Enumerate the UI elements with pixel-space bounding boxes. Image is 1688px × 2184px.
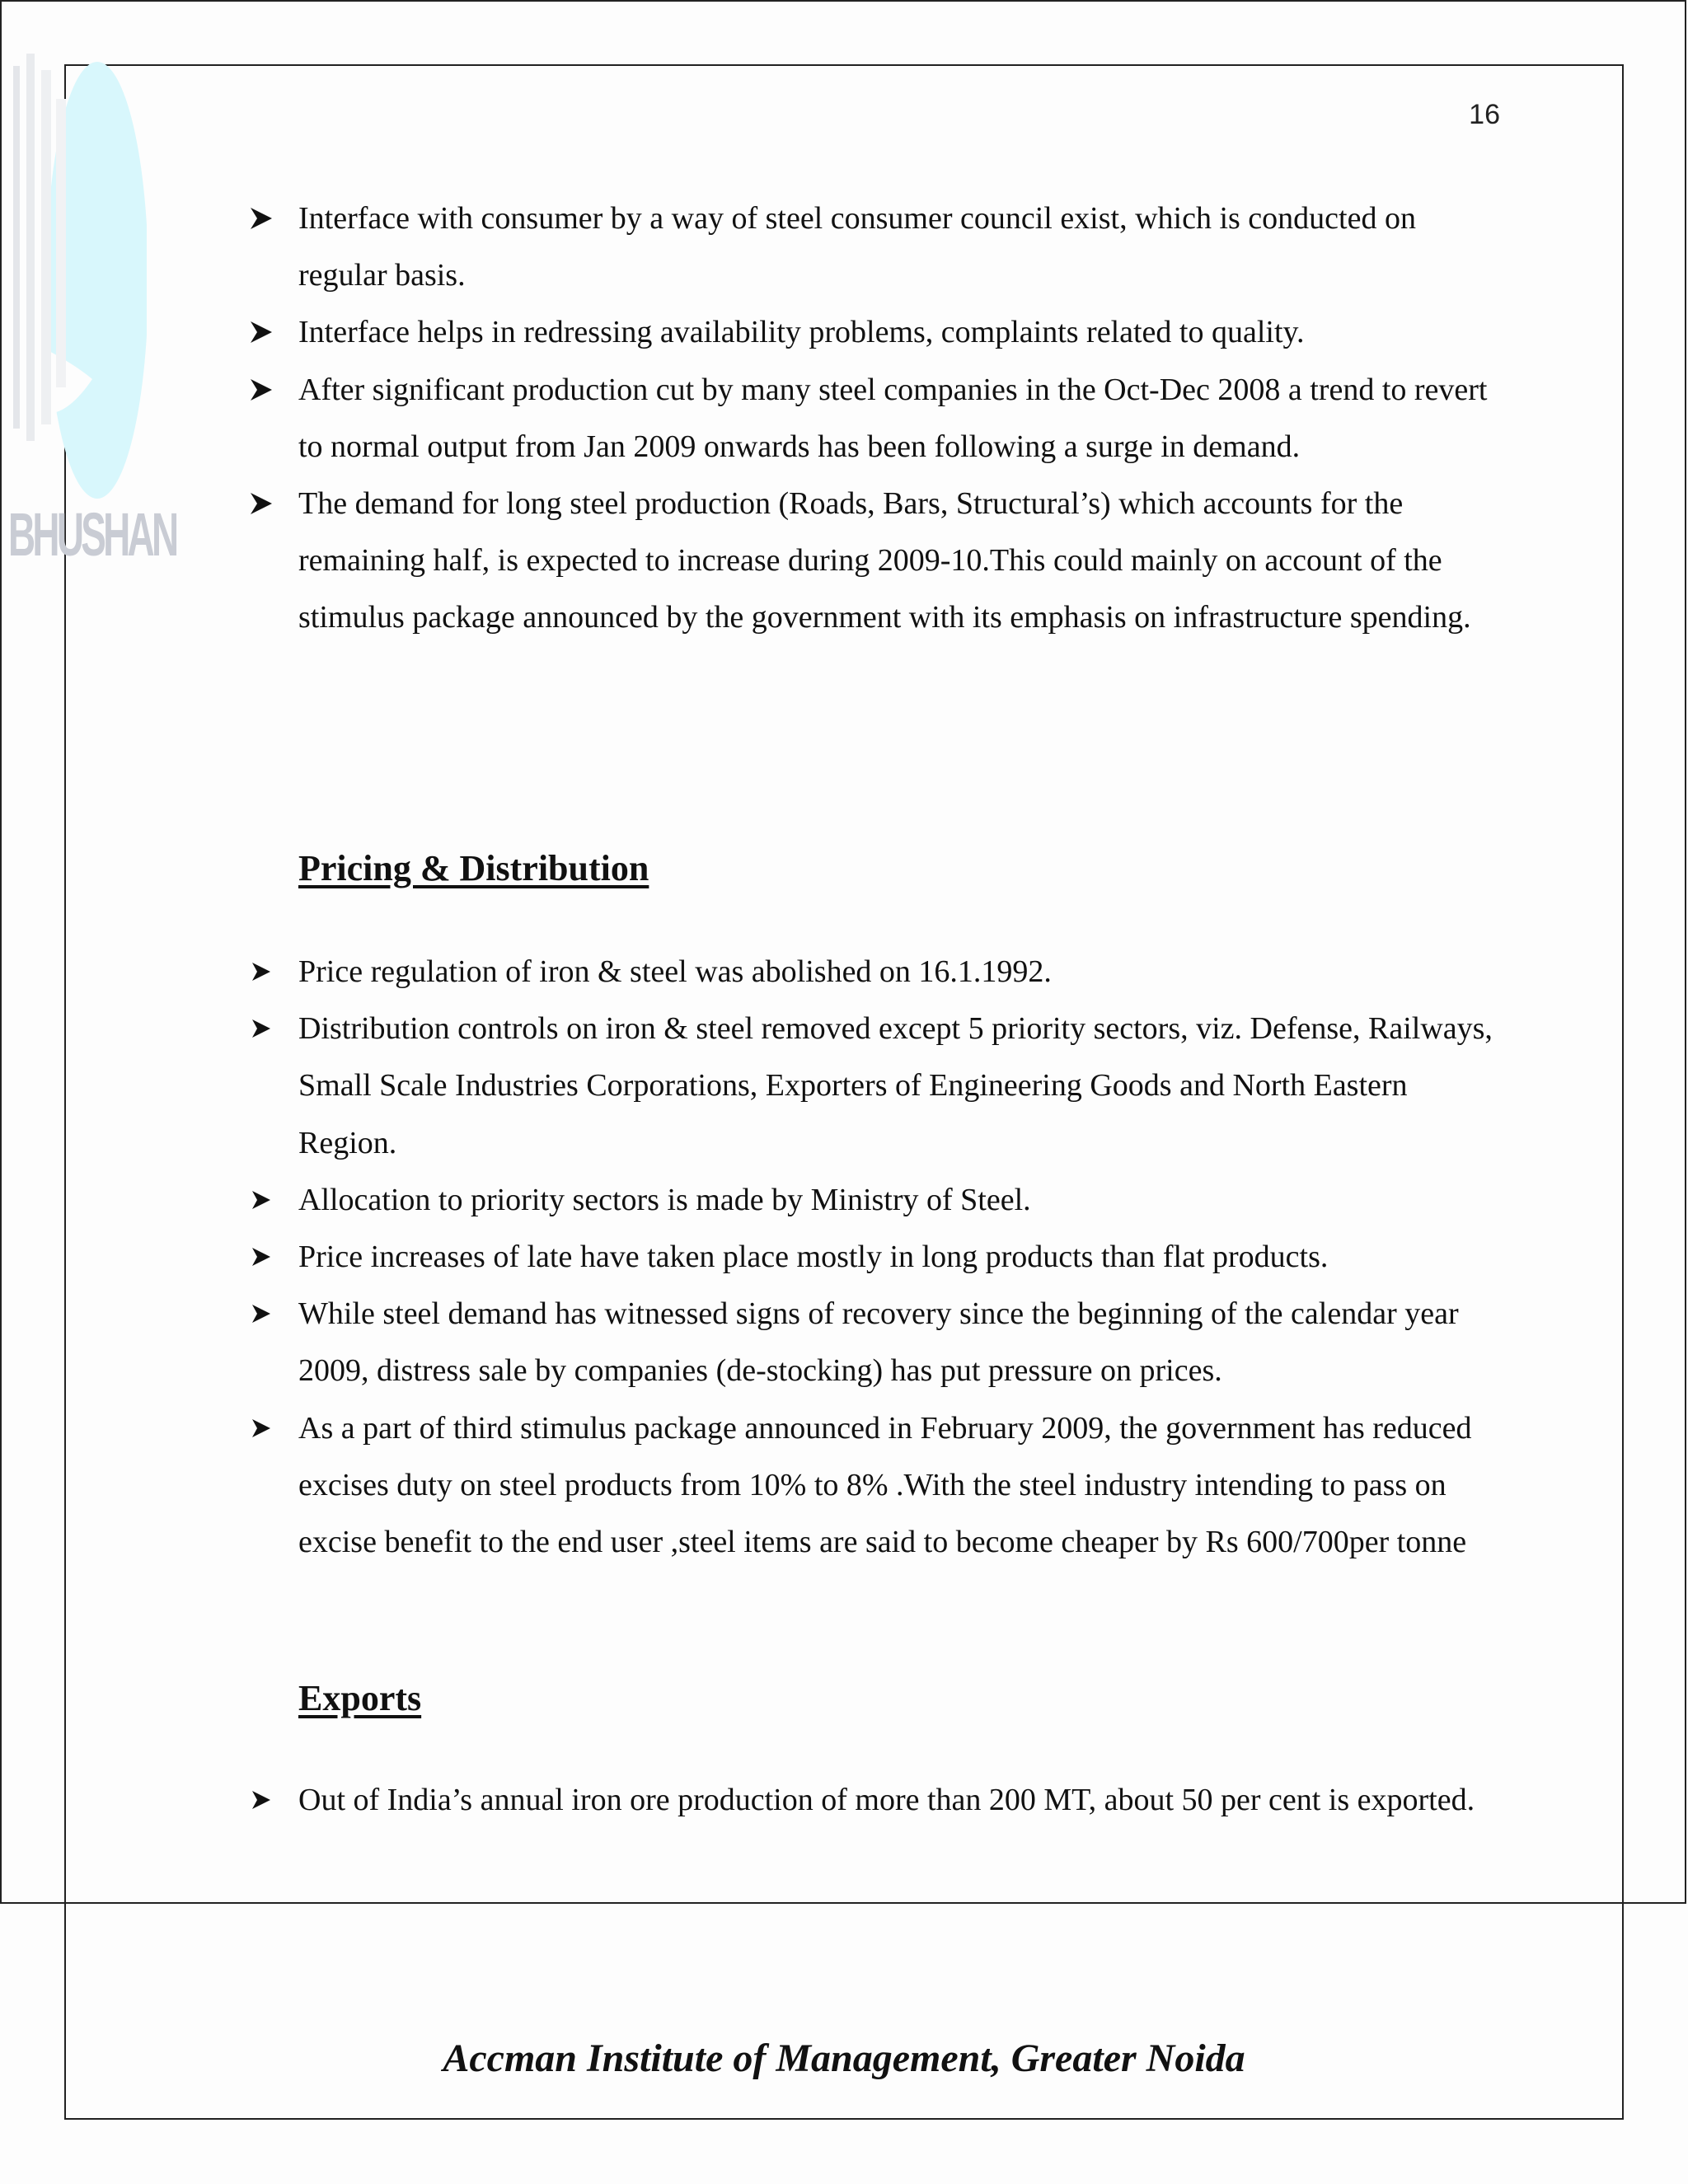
bullet-text: While steel demand has witnessed signs of recovery since the beginning of the calendar year 2009, distress sale by companies (de-stocking) has put pressure on prices. — [298, 1296, 1459, 1389]
list-item — [0, 476, 1503, 647]
arrowhead-bullet-icon — [249, 491, 274, 516]
list-item — [0, 1229, 1503, 1286]
arrowhead-bullet-icon — [249, 1788, 274, 1812]
bullet-text: After significant production cut by many steel companies in the Oct-Dec 2008 a trend to revert to normal output from Jan 2009 onwards has been following a surge in demand. — [298, 372, 1488, 464]
page-number: 16 — [1469, 99, 1500, 130]
bullet-text: Interface helps in redressing availability problems, complaints related to quality. — [298, 315, 1305, 350]
footer-institute-name: Accman Institute of Management, Greater Noida — [443, 2036, 1245, 2080]
arrowhead-bullet-icon — [249, 206, 274, 231]
bullet-text: Distribution controls on iron & steel removed except 5 priority sectors, viz. Defense, Railways, Small Scale Industries Corporations, Exporters of Engineering Goods and North Eastern Region. — [298, 1011, 1493, 1160]
arrowhead-bullet-icon — [249, 1188, 274, 1212]
list-item — [0, 362, 1503, 476]
logo-text: BHUSHAN — [8, 500, 176, 569]
exports-bullet-list — [0, 1772, 1688, 1829]
bullet-text: Allocation to priority sectors is made by Ministry of Steel. — [298, 1182, 1031, 1217]
list-item — [0, 190, 1503, 304]
arrowhead-bullet-icon — [249, 320, 274, 344]
arrowhead-bullet-icon — [249, 959, 274, 984]
arrowhead-bullet-icon — [249, 377, 274, 402]
bullet-text: Price regulation of iron & steel was abolished on 16.1.1992. — [298, 954, 1052, 989]
pricing-bullet-list — [0, 944, 1688, 1571]
list-item — [0, 944, 1503, 1001]
list-item — [0, 304, 1503, 361]
arrowhead-bullet-icon — [249, 1416, 274, 1441]
bullet-text: Price increases of late have taken place mostly in long products than flat products. — [298, 1240, 1329, 1275]
bullet-text: Interface with consumer by a way of steel consumer council exist, which is conducted on regular basis. — [298, 201, 1416, 293]
arrowhead-bullet-icon — [249, 1016, 274, 1041]
bullet-text: Out of India’s annual iron ore production of more than 200 MT, about 50 per cent is exported. — [298, 1783, 1475, 1817]
list-item — [0, 1772, 1503, 1829]
list-item — [0, 1286, 1503, 1399]
intro-bullet-list — [0, 190, 1688, 647]
exports-heading: Exports — [298, 1678, 422, 1718]
list-item — [0, 1001, 1503, 1172]
pricing-distribution-heading: Pricing & Distribution — [298, 848, 649, 888]
list-item — [0, 1172, 1503, 1229]
arrowhead-bullet-icon — [249, 1301, 274, 1326]
bullet-text: The demand for long steel production (Roads, Bars, Structural’s) which accounts for the remaining half, is expected to increase during 2009-10.This could mainly on account of the stimulus package announced by the government with its emphasis on infrastructure spending. — [298, 486, 1471, 635]
arrowhead-bullet-icon — [249, 1244, 274, 1269]
bullet-text: As a part of third stimulus package announced in February 2009, the government has reduced excises duty on steel products from 10% to 8% .With the steel industry intending to pass on excise benefit to the end user ,steel items are said to become cheaper by Rs 600/700per tonne — [298, 1410, 1472, 1560]
list-item — [0, 1400, 1503, 1572]
